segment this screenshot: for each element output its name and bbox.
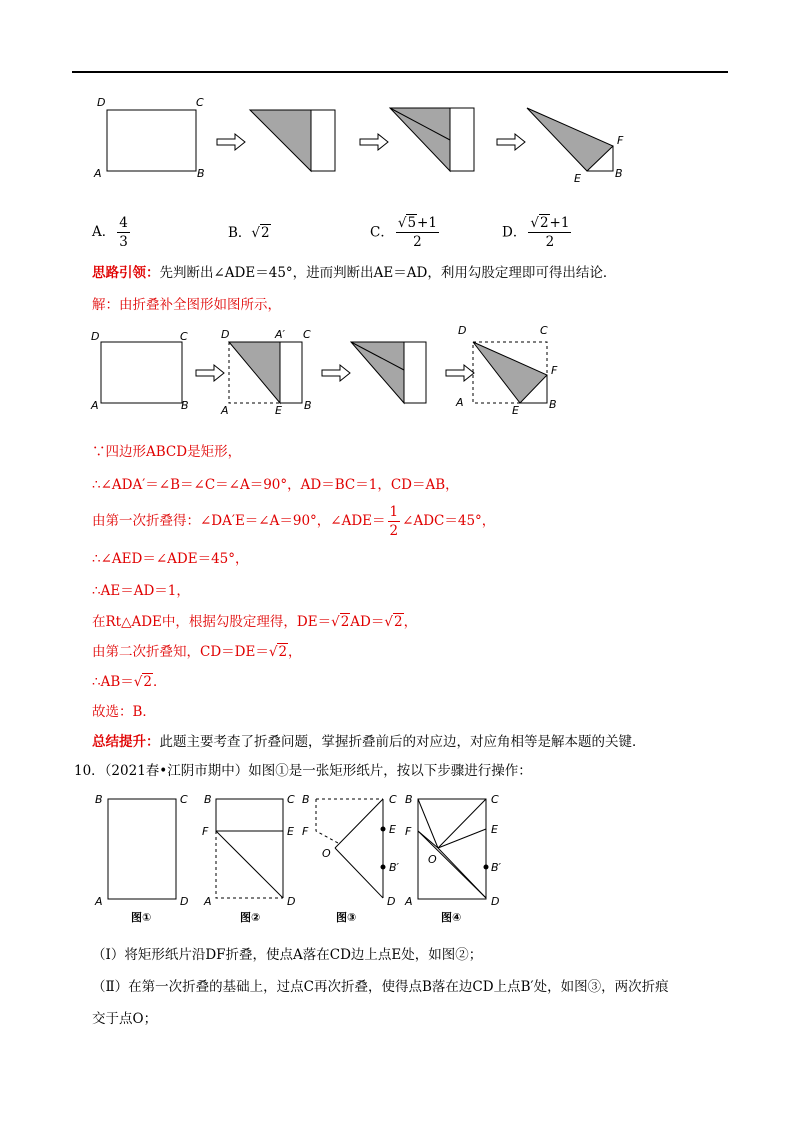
- label-E: E: [574, 172, 581, 185]
- label-C: C: [196, 96, 204, 109]
- caption-fig-1: 图①: [131, 911, 152, 924]
- svg-text:B: B: [304, 399, 312, 412]
- solution-line-9: 故选：B．: [92, 704, 156, 720]
- svg-text:F: F: [202, 825, 209, 838]
- q10-step-2: （Ⅱ）在第一次折叠的基础上，过点C再次折叠，使得点B落在边CD上点B′处，如图③，两次折痕: [92, 979, 669, 995]
- svg-text:E: E: [287, 825, 294, 838]
- label-D: D: [97, 96, 106, 109]
- svg-text:F: F: [551, 364, 558, 377]
- svg-text:B′: B′: [389, 861, 400, 874]
- svg-text:E: E: [389, 823, 396, 836]
- svg-text:O: O: [322, 847, 331, 860]
- hint-line: 思路引领：先判断出∠ADE＝45°，进而判断出AE＝AD，利用勾股定理即可得出结论．: [92, 265, 617, 281]
- svg-text:O: O: [428, 853, 437, 866]
- svg-text:D: D: [180, 895, 189, 908]
- question-10-header: 10．（2021春•江阴市期中）如图①是一张矩形纸片，按以下步骤进行操作：: [74, 763, 532, 779]
- svg-text:F: F: [405, 825, 412, 838]
- summary-line: 总结提升：此题主要考查了折叠问题，掌握折叠前后的对应边，对应角相等是解本题的关键．: [92, 734, 646, 750]
- label-A: A: [94, 167, 102, 180]
- caption-fig-3: 图③: [336, 911, 357, 924]
- svg-text:D: D: [458, 324, 467, 337]
- solution-line-8: ∴AB＝√2．: [92, 674, 167, 690]
- svg-text:A: A: [95, 895, 103, 908]
- arrow-icon: [217, 134, 245, 150]
- option-d: D． $\frac{√2+1}{2}$: [502, 215, 570, 250]
- svg-text:A: A: [91, 399, 99, 412]
- svg-text:B: B: [405, 793, 413, 806]
- svg-text:B: B: [95, 793, 103, 806]
- q10-step-1: （Ⅰ）将矩形纸片沿DF折叠，使点A落在CD边上点E处，如图②；: [92, 947, 483, 963]
- svg-text:D: D: [91, 330, 100, 343]
- svg-text:D: D: [287, 895, 296, 908]
- solution-line-5: ∴AE＝AD＝1，: [92, 583, 190, 599]
- solution-line-2: ∴∠ADA′＝∠B＝∠C＝∠A＝90°，AD＝BC＝1，CD＝AB，: [92, 477, 459, 493]
- svg-text:A: A: [204, 895, 212, 908]
- svg-text:D: D: [491, 895, 500, 908]
- svg-text:E: E: [512, 404, 519, 417]
- svg-text:C: C: [287, 793, 295, 806]
- solution-line-1: ∵四边形ABCD是矩形，: [92, 444, 242, 460]
- svg-text:D: D: [387, 895, 396, 908]
- svg-text:A: A: [456, 396, 464, 409]
- svg-text:C: C: [180, 793, 188, 806]
- q10-step-2b: 交于点O；: [92, 1011, 158, 1027]
- svg-text:A: A: [221, 404, 229, 417]
- svg-text:B: B: [204, 793, 212, 806]
- label-B: B: [615, 167, 623, 180]
- svg-text:C: C: [303, 328, 311, 341]
- solution-intro: 解：由折叠补全图形如图所示，: [92, 297, 281, 313]
- arrow-icon: [497, 134, 525, 150]
- label-B: B: [197, 167, 205, 180]
- svg-text:C: C: [491, 793, 499, 806]
- fold-sequence-figure: [0, 0, 800, 200]
- svg-text:C: C: [180, 330, 188, 343]
- solution-line-3: 由第一次折叠得：∠DA′E＝∠A＝90°，∠ADE＝ $\frac{1}{2}$ ∠ADC＝45°，: [92, 504, 496, 539]
- solution-figure: [0, 320, 800, 440]
- svg-text:B: B: [302, 793, 310, 806]
- label-F: F: [617, 134, 624, 147]
- solution-line-4: ∴∠AED＝∠ADE＝45°，: [92, 551, 249, 567]
- svg-text:E: E: [275, 404, 282, 417]
- svg-text:C: C: [540, 324, 548, 337]
- svg-text:E: E: [491, 823, 498, 836]
- option-b: B．√2: [228, 225, 270, 241]
- svg-text:B: B: [549, 398, 557, 411]
- arrow-icon: [360, 134, 388, 150]
- caption-fig-4: 图④: [441, 911, 462, 924]
- solution-line-7: 由第二次折叠知，CD＝DE＝√2，: [92, 644, 302, 660]
- svg-text:D: D: [221, 328, 230, 341]
- solution-line-6: 在Rt△ADE中，根据勾股定理得，DE＝√2AD＝√2，: [92, 614, 418, 630]
- q10-figures: [0, 785, 800, 935]
- svg-text:B: B: [181, 399, 189, 412]
- svg-text:A: A: [405, 895, 413, 908]
- caption-fig-2: 图②: [240, 911, 261, 924]
- svg-text:A′: A′: [275, 328, 286, 341]
- svg-text:F: F: [302, 825, 309, 838]
- option-a: A． $\frac{4}{3}$: [92, 215, 128, 250]
- svg-text:B′: B′: [491, 861, 502, 874]
- option-c: C． $\frac{√5+1}{2}$: [370, 215, 437, 250]
- svg-text:C: C: [389, 793, 397, 806]
